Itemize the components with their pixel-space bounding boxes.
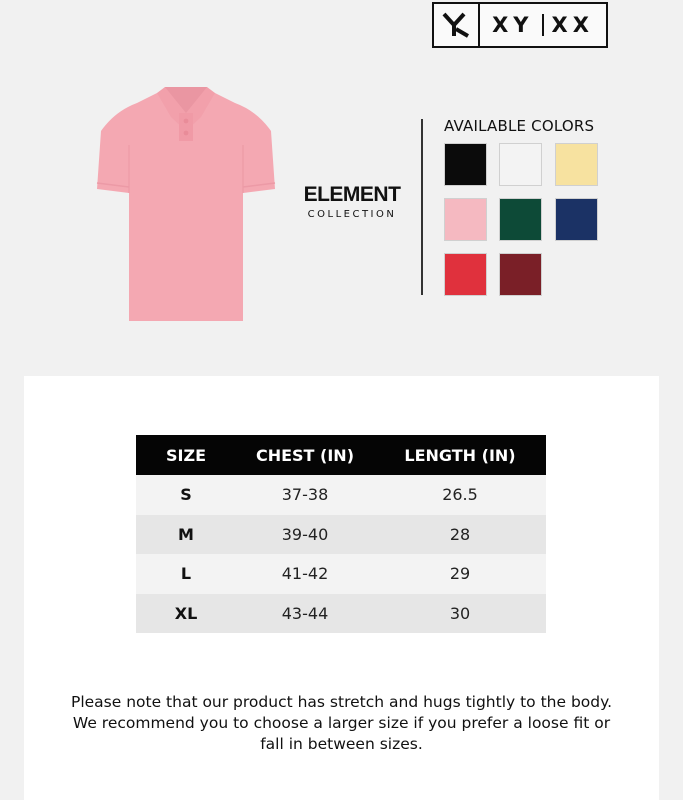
- header-length: LENGTH (IN): [374, 435, 546, 475]
- table-row: [136, 515, 546, 555]
- chest-cell: 41-42: [236, 554, 374, 594]
- length-cell: 29: [374, 554, 546, 594]
- length-cell: 28: [374, 515, 546, 555]
- divider: [421, 119, 423, 295]
- size-cell: S: [136, 475, 236, 515]
- header-chest: CHEST (IN): [236, 435, 374, 475]
- length-cell: 26.5: [374, 475, 546, 515]
- chest-cell: 37-38: [236, 475, 374, 515]
- table-row: [136, 594, 546, 634]
- size-cell: XL: [136, 594, 236, 634]
- table-row: [136, 554, 546, 594]
- fit-note: [40, 692, 643, 755]
- yx-monogram-icon: [434, 4, 480, 46]
- size-cell: M: [136, 515, 236, 555]
- swatch-pink[interactable]: [444, 198, 487, 241]
- brand: [300, 183, 404, 220]
- product-image: [95, 85, 277, 325]
- header-size: SIZE: [136, 435, 236, 475]
- logo-text-right: XX: [551, 13, 594, 37]
- chest-cell: 43-44: [236, 594, 374, 634]
- table-header-row: [136, 435, 546, 475]
- swatch-dark-green[interactable]: [499, 198, 542, 241]
- available-colors-title: AVAILABLE COLORS: [444, 117, 595, 135]
- swatch-red[interactable]: [444, 253, 487, 296]
- chest-cell: 39-40: [236, 515, 374, 555]
- fit-note-line: We recommend you to choose a larger size if you prefer a loose fit or: [72, 714, 611, 732]
- swatch-black[interactable]: [444, 143, 487, 186]
- fit-note-line: fall in between sizes.: [260, 735, 423, 753]
- logo-text: [480, 13, 606, 37]
- length-cell: 30: [374, 594, 546, 634]
- swatch-navy[interactable]: [555, 198, 598, 241]
- table-row: [136, 475, 546, 515]
- fit-note-line: Please note that our product has stretch and hugs tightly to the body.: [70, 693, 613, 711]
- swatch-cream[interactable]: [555, 143, 598, 186]
- brand-subtitle: COLLECTION: [307, 209, 397, 220]
- logo-text-left: XY: [492, 13, 534, 37]
- logo: [432, 2, 608, 48]
- logo-divider: [542, 14, 544, 36]
- swatch-maroon[interactable]: [499, 253, 542, 296]
- size-chart-table: [136, 435, 546, 633]
- size-cell: L: [136, 554, 236, 594]
- brand-name: ELEMENT: [303, 183, 401, 206]
- swatch-white[interactable]: [499, 143, 542, 186]
